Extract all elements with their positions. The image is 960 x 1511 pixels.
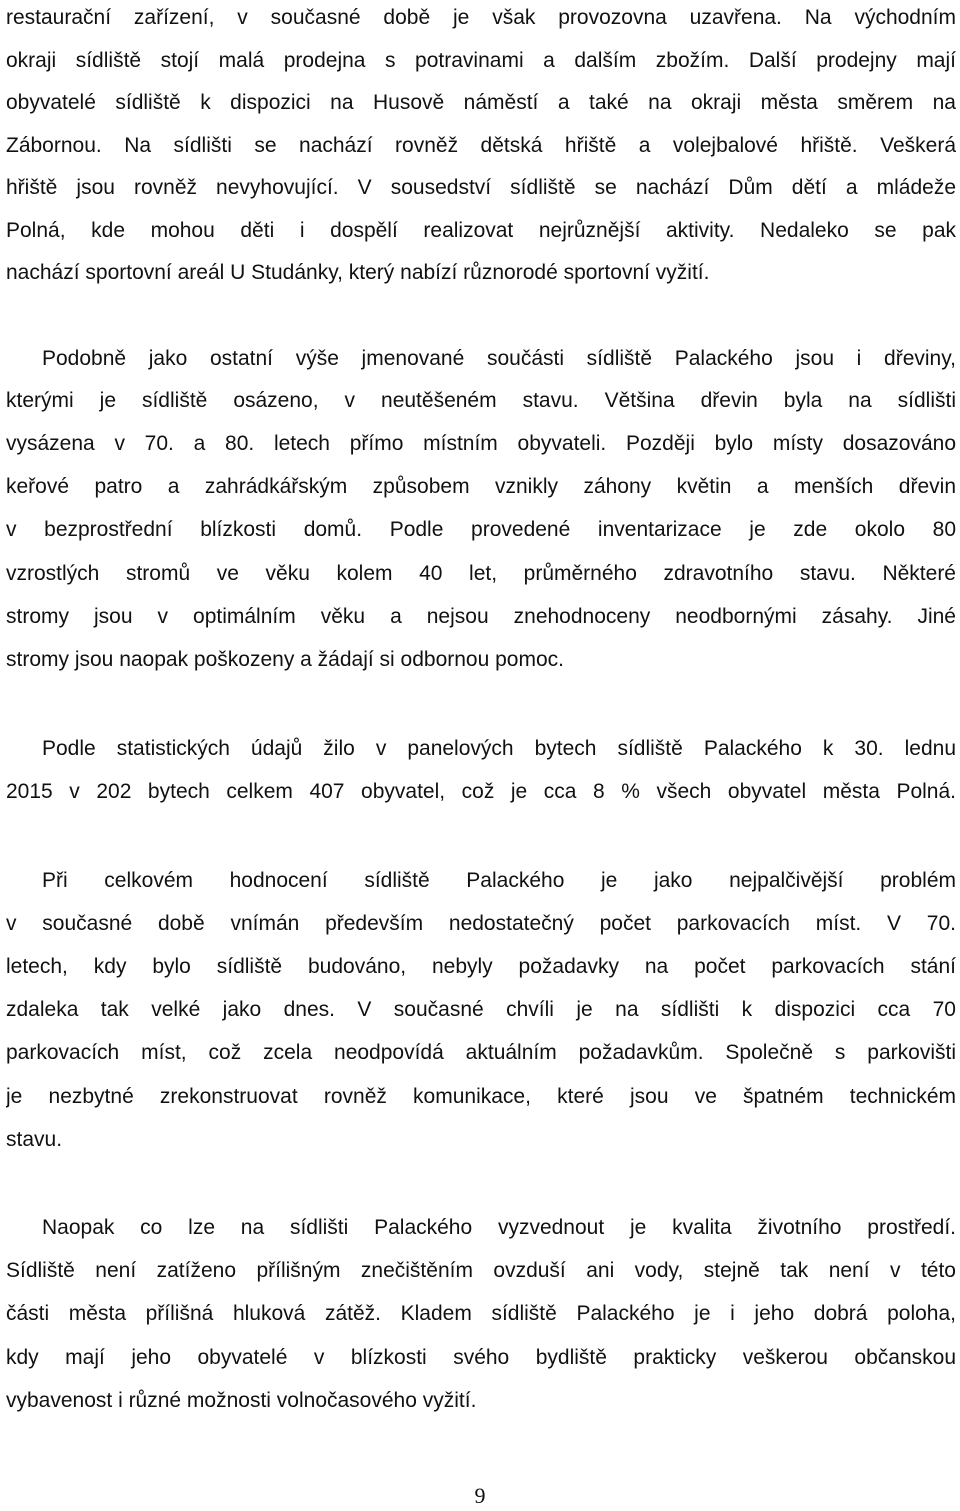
text-line: kterými je sídliště osázeno, v neutěšeném stavu. Většina dřevin byla na sídlišti — [6, 389, 956, 412]
text-line: stromy jsou v optimálním věku a nejsou znehodnoceny neodbornými zásahy. Jiné — [6, 605, 956, 628]
text-line: Sídliště není zatíženo přílišným znečištěním ovzduší ani vody, stejně tak není v této — [6, 1259, 956, 1282]
text-line: vzrostlých stromů ve věku kolem 40 let, průměrného zdravotního stavu. Některé — [6, 562, 956, 585]
text-line: restaurační zařízení, v současné době je však provozovna uzavřena. Na východním — [6, 6, 956, 29]
text-line: Podle statistických údajů žilo v panelových bytech sídliště Palackého k 30. lednu — [42, 737, 956, 760]
text-line: části města přílišná hluková zátěž. Kladem sídliště Palackého je i jeho dobrá poloha, — [6, 1302, 956, 1325]
text-line: zdaleka tak velké jako dnes. V současné chvíli je na sídlišti k dispozici cca 70 — [6, 998, 956, 1021]
text-line: kdy mají jeho obyvatelé v blízkosti svého bydliště prakticky veškerou občanskou — [6, 1346, 956, 1369]
text-line: letech, kdy bylo sídliště budováno, nebyly požadavky na počet parkovacích stání — [6, 955, 956, 978]
text-line: stromy jsou naopak poškozeny a žádají si odbornou pomoc. — [6, 648, 564, 671]
text-line: vysázena v 70. a 80. letech přímo místním obyvateli. Později bylo místy dosazováno — [6, 432, 956, 455]
text-line: je nezbytné zrekonstruovat rovněž komunikace, které jsou ve špatném technickém — [6, 1085, 956, 1108]
text-line: keřové patro a zahrádkářským způsobem vznikly záhony květin a menších dřevin — [6, 475, 956, 498]
text-line: Polná, kde mohou děti i dospělí realizovat nejrůznější aktivity. Nedaleko se pak — [6, 219, 956, 242]
text-line: v bezprostřední blízkosti domů. Podle provedené inventarizace je zde okolo 80 — [6, 518, 956, 541]
text-line: 2015 v 202 bytech celkem 407 obyvatel, což je cca 8 % všech obyvatel města Polná. — [6, 780, 956, 803]
text-line: stavu. — [6, 1128, 63, 1151]
text-line: obyvatelé sídliště k dispozici na Husově náměstí a také na okraji města směrem na — [6, 91, 956, 114]
text-line: Při celkovém hodnocení sídliště Palackého je jako nejpalčivější problém — [42, 869, 956, 892]
text-line: hřiště jsou rovněž nevyhovující. V sousedství sídliště se nachází Dům dětí a mládeže — [6, 176, 956, 199]
text-line: okraji sídliště stojí malá prodejna s potravinami a dalším zbožím. Další prodejny mají — [6, 49, 956, 72]
text-line: Podobně jako ostatní výše jmenované součásti sídliště Palackého jsou i dřeviny, — [42, 347, 956, 370]
text-line: nachází sportovní areál U Studánky, který nabízí různorodé sportovní vyžití. — [6, 261, 710, 284]
text-line: v současné době vnímán především nedostatečný počet parkovacích míst. V 70. — [6, 912, 956, 935]
text-line: vybavenost i různé možnosti volnočasového vyžití. — [6, 1389, 477, 1412]
text-line: Naopak co lze na sídlišti Palackého vyzvednout je kvalita životního prostředí. — [42, 1216, 956, 1239]
text-line: parkovacích míst, což zcela neodpovídá aktuálním požadavkům. Společně s parkovišti — [6, 1041, 956, 1064]
page-number: 9 — [474, 1483, 486, 1508]
text-line: Zábornou. Na sídlišti se nachází rovněž dětská hřiště a volejbalové hřiště. Veškerá — [6, 134, 956, 157]
